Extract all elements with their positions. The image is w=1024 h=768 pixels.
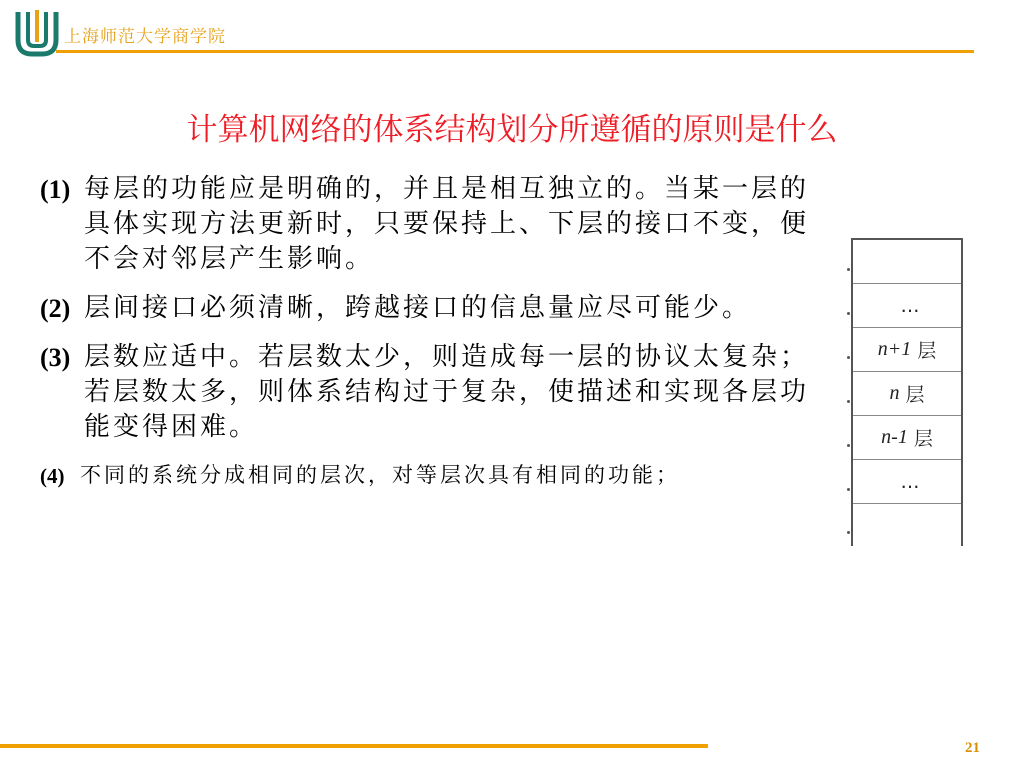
layer-var: n+1 <box>877 338 912 360</box>
layer-tick <box>847 312 850 315</box>
layer-var: n <box>889 382 900 404</box>
school-name: 上海师范大学商学院 <box>64 27 226 47</box>
principle-text: 每层的功能应是明确的，并且是相互独立的。当某一层的具体实现方法更新时，只要保持上、下层的接口不变，便不会对邻层产生影响。 <box>84 174 810 274</box>
layer-unit: … <box>900 470 920 493</box>
layer-unit: 层 <box>905 384 925 406</box>
layer-unit: … <box>900 294 920 317</box>
page-number: 21 <box>965 740 980 756</box>
principle-item-1 <box>40 172 810 277</box>
university-logo <box>12 6 62 60</box>
principle-text: 层间接口必须清晰，跨越接口的信息量应尽可能少。 <box>84 293 752 323</box>
principle-number: (1) <box>40 175 71 204</box>
layer-cell <box>853 328 961 372</box>
principle-text: 层数应适中。若层数太少，则造成每一层的协议太复杂；若层数太多，则体系结构过于复杂，使描述和实现各层功能变得困难。 <box>84 342 810 442</box>
layer-stack-diagram <box>851 238 963 546</box>
layer-cell <box>853 460 961 504</box>
layer-tick <box>847 531 850 534</box>
layer-tick <box>847 444 850 447</box>
layer-unit: 层 <box>917 340 937 362</box>
layer-tick <box>847 400 850 403</box>
layer-tick <box>847 356 850 359</box>
layer-unit: 层 <box>913 428 933 450</box>
principle-list <box>40 172 810 506</box>
principle-text: 不同的系统分成相同的层次，对等层次具有相同的功能； <box>80 463 680 487</box>
layer-cell <box>853 240 961 284</box>
layer-var: n-1 <box>881 426 908 448</box>
layer-cell <box>853 416 961 460</box>
layer-cell <box>853 284 961 328</box>
principle-item-4 <box>40 459 810 492</box>
principle-number: (4) <box>40 464 65 488</box>
principle-number: (3) <box>40 343 71 372</box>
slide-title: 计算机网络的体系结构划分所遵循的原则是什么 <box>186 112 838 148</box>
principle-item-2 <box>40 291 810 326</box>
principle-number: (2) <box>40 294 71 323</box>
footer-divider <box>0 744 708 748</box>
layer-tick <box>847 488 850 491</box>
layer-cell <box>853 372 961 416</box>
header-divider <box>56 50 974 53</box>
principle-item-3 <box>40 340 810 445</box>
layer-tick <box>847 268 850 271</box>
layer-cell <box>853 504 961 546</box>
